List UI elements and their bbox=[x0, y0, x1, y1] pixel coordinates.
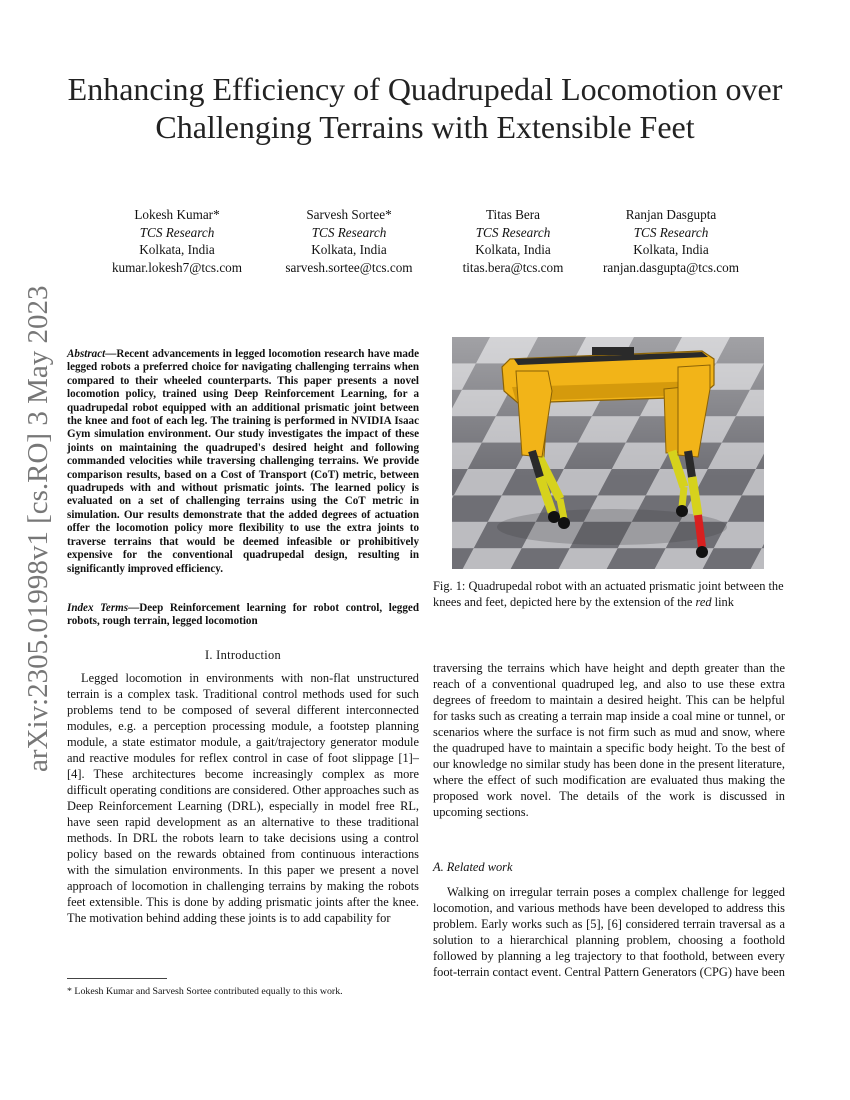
author-email: sarvesh.sortee@tcs.com bbox=[285, 259, 413, 275]
author-block bbox=[586, 206, 756, 276]
author-block bbox=[428, 206, 598, 276]
page-title: Enhancing Efficiency of Quadrupedal Locomotion over Challenging Terrains with Extensible Feet bbox=[67, 71, 783, 145]
caption-text: link bbox=[711, 595, 734, 609]
caption-emphasis: red bbox=[695, 595, 712, 609]
caption-text: Fig. 1: Quadrupedal robot with an actuated prismatic joint between the knees and feet, depicted here by the extension of the bbox=[433, 579, 784, 609]
author-block bbox=[92, 206, 262, 276]
robot-shadow bbox=[497, 509, 727, 545]
abstract-text: —Recent advancements in legged locomotion research have made legged robots a preferred choice for navigating challenging terrains when compared to their wheeled counterparts. This paper presents a novel locomotion policy, trained using Deep Reinforcement Learning, for a quadrupedal robot equipped with an additional prismatic joint between the knee and foot of each leg. The training is performed in NVIDIA Isaac Gym simulation environment. Our study investigates the impact of these joints on maintaining the quadruped's desired height and following commanded velocities while traversing challenging terrains. We provide comparison results, based on a Cost of Transport (CoT) metric, between quadrupeds with and without prismatic joints. The learned policy is evaluated on a set of challenging terrains using the CoT metric in simulation. Our results demonstrate that the added degrees of actuation offer the locomotion policy more flexibility to use the extra joints to traverse terrains that would be deemed infeasible or prohibitively expensive for the conventional quadrupedal design, resulting in significantly improved efficiency. bbox=[67, 348, 419, 575]
author-affiliation: TCS Research bbox=[633, 224, 709, 240]
body-paragraph: Legged locomotion in environments with non-flat unstructured terrain is a complex task. Traditional control methods used for such problems tend to be composed of several different interconnected modules, e.g. a perception processing module, a footstep planning module, a state estimator module, a gait/trajectory generator module and reactive modules for reflex control in case of foot slippage [1]–[4]. These architectures become increasingly complex as more difficult operating conditions are considered. Other approaches such as Deep Reinforcement Learning (DRL), especially in model free RL, have seen rapid development as an alternative to these traditional methods. In DRL the robots learn to take decisions using a control policy based on the rewards obtained from continuous interactions with the simulation environments. In this paper we present a novel approach of locomotion in challenging terrains by making the robots feet extensible. This is done by adding prismatic joints after the knee. The motivation behind adding these joints is to add capability for bbox=[67, 671, 419, 925]
author-location: Kolkata, India bbox=[311, 242, 387, 257]
abstract-label: Abstract bbox=[67, 348, 106, 360]
author-name: Titas Bera bbox=[485, 207, 541, 222]
author-email: ranjan.dasgupta@tcs.com bbox=[603, 259, 739, 275]
index-terms-text: —Deep Reinforcement learning for robot control, legged robots, rough terrain, legged locomotion bbox=[67, 602, 419, 628]
author-name: Sarvesh Sortee* bbox=[306, 207, 392, 222]
author-location: Kolkata, India bbox=[139, 242, 215, 257]
author-name: Ranjan Dasgupta bbox=[625, 207, 717, 222]
figure-1-caption bbox=[433, 578, 785, 610]
author-email: kumar.lokesh7@tcs.com bbox=[111, 259, 243, 275]
author-email: titas.bera@tcs.com bbox=[462, 259, 564, 275]
body-paragraph: Walking on irregular terrain poses a complex challenge for legged locomotion, and various methods have been developed to address this problem. Early works such as [5], [6] considered terrain traversal as a solution to a hierarchical planning problem, choosing a foothold followed by planning a leg trajectory to that foothold, between every foot-terrain contact event. Central Pattern Generators (CPG) have been bbox=[433, 885, 785, 979]
prismatic-extension bbox=[698, 515, 702, 547]
arxiv-stamp: arXiv:2305.01998v1 [cs.RO] 3 May 2023 bbox=[22, 285, 54, 772]
author-affiliation: TCS Research bbox=[311, 224, 387, 240]
abstract bbox=[67, 348, 419, 576]
author-block bbox=[264, 206, 434, 276]
index-terms bbox=[67, 602, 419, 629]
figure-1-image bbox=[452, 337, 764, 569]
author-location: Kolkata, India bbox=[633, 242, 709, 257]
author-name: Lokesh Kumar* bbox=[134, 207, 220, 222]
subsection-heading: A. Related work bbox=[433, 860, 513, 874]
robot-illustration bbox=[452, 337, 764, 569]
footnote: * Lokesh Kumar and Sarvesh Sortee contributed equally to this work. bbox=[67, 986, 343, 997]
author-location: Kolkata, India bbox=[475, 242, 551, 257]
section-heading: I. Introduction bbox=[204, 648, 282, 662]
author-affiliation: TCS Research bbox=[139, 224, 215, 240]
body-paragraph: traversing the terrains which have height and depth greater than the reach of a conventional quadruped leg, and also to use these extra degrees of freedom to maintain a desired height. This can be helpful for tasks such as creating a terrain map inside a coal mine or tunnel, or scenarios where the surface is not firm such as mud and snow, where the quadruped have to maintain a specific body height. To the best of our knowledge no similar study has been done in the present literature, where the effect of such modification are evaluated thus making the proposed work novel. The details of the work is discussed in upcoming sections. bbox=[433, 661, 785, 819]
index-terms-label: Index Terms bbox=[67, 602, 129, 614]
author-affiliation: TCS Research bbox=[475, 224, 551, 240]
footnote-rule bbox=[67, 978, 167, 979]
